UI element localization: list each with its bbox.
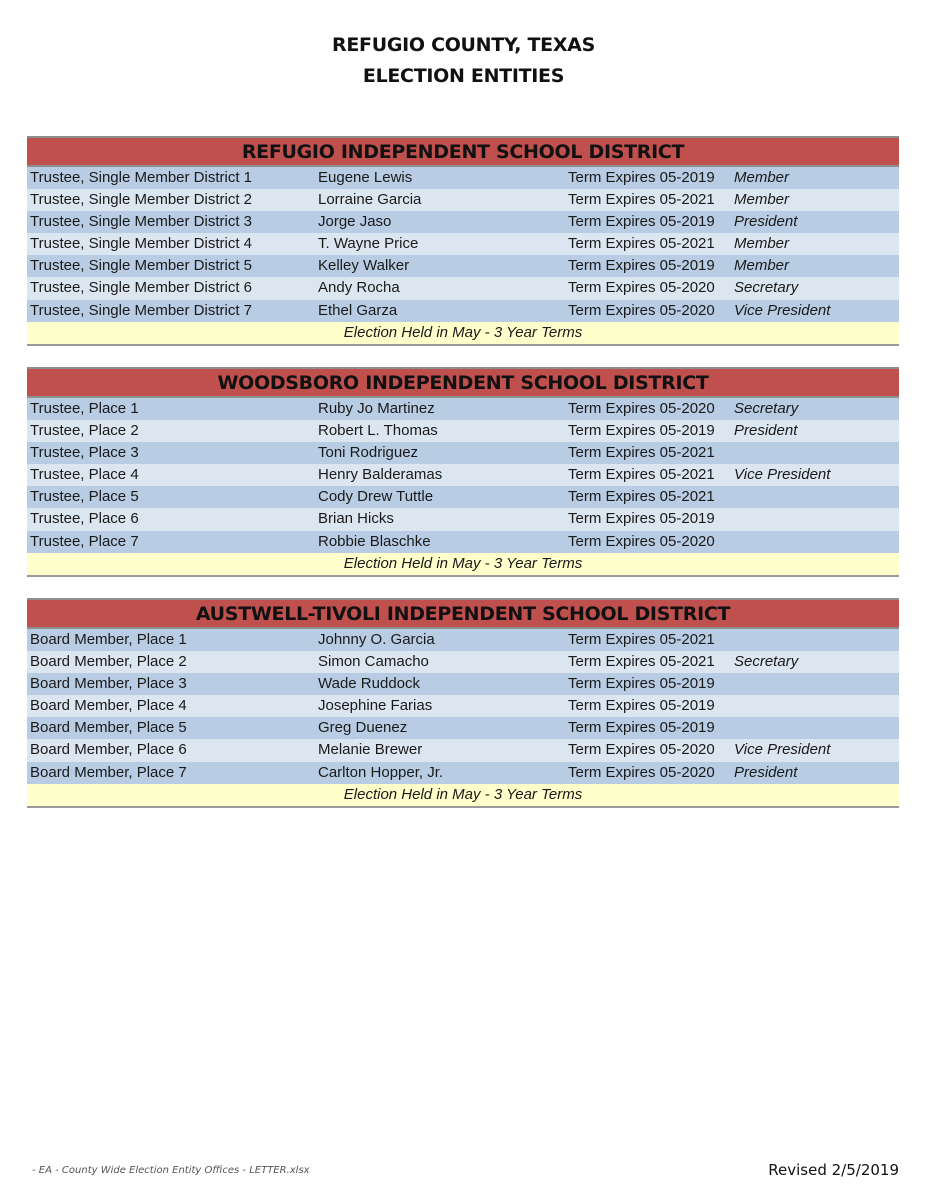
- table-row: [27, 464, 899, 486]
- term-cell: Term Expires 05-2019: [568, 169, 715, 186]
- position-cell: Board Member, Place 4: [30, 697, 187, 715]
- section-title: WOODSBORO INDEPENDENT SCHOOL DISTRICT: [27, 367, 899, 398]
- term-cell: Term Expires 05-2021: [568, 488, 715, 506]
- name-cell: Lorraine Garcia: [318, 191, 422, 209]
- position-cell: Board Member, Place 5: [30, 719, 187, 737]
- role-cell: Member: [734, 169, 790, 186]
- position-cell: Trustee, Place 1: [30, 400, 139, 417]
- section-title: AUSTWELL-TIVOLI INDEPENDENT SCHOOL DISTRICT: [27, 598, 899, 629]
- name-cell: Simon Camacho: [318, 653, 429, 671]
- position-cell: Trustee, Single Member District 7: [30, 301, 253, 319]
- table-row: [27, 651, 899, 673]
- name-cell: Eugene Lewis: [318, 169, 413, 186]
- source-filename: - EA - County Wide Election Entity Offices - LETTER.xlsx: [32, 1165, 310, 1176]
- page-title: REFUGIO COUNTY, TEXAS: [332, 34, 595, 56]
- name-cell: Greg Duenez: [318, 719, 408, 737]
- name-cell: Robert L. Thomas: [318, 422, 438, 440]
- section-rows: [27, 629, 899, 784]
- table-row: [27, 673, 899, 695]
- table-row: [27, 255, 899, 277]
- table-row: [27, 508, 899, 530]
- name-cell: Josephine Farias: [318, 697, 433, 715]
- revised-date: Revised 2/5/2019: [768, 1161, 899, 1179]
- role-cell: Member: [734, 235, 790, 253]
- role-cell: Vice President: [734, 301, 831, 319]
- position-cell: Board Member, Place 6: [30, 741, 187, 759]
- term-cell: Term Expires 05-2020: [568, 532, 715, 550]
- position-cell: Trustee, Place 3: [30, 444, 139, 462]
- term-cell: Term Expires 05-2019: [568, 697, 715, 715]
- table-row: [27, 695, 899, 717]
- page-subtitle: ELECTION ENTITIES: [362, 65, 565, 87]
- position-cell: Trustee, Single Member District 3: [30, 213, 253, 231]
- position-cell: Trustee, Single Member District 2: [30, 191, 253, 209]
- position-cell: Trustee, Single Member District 4: [30, 235, 253, 253]
- term-cell: Term Expires 05-2019: [568, 422, 715, 440]
- position-cell: Board Member, Place 3: [30, 675, 187, 693]
- name-cell: Henry Balderamas: [318, 466, 443, 484]
- table-row: [27, 398, 899, 420]
- role-cell: Secretary: [734, 400, 799, 417]
- table-row: [27, 717, 899, 739]
- name-cell: Ethel Garza: [318, 301, 398, 319]
- role-cell: President: [734, 422, 798, 440]
- role-cell: Secretary: [734, 279, 799, 297]
- position-cell: Trustee, Place 4: [30, 466, 139, 484]
- name-cell: Robbie Blaschke: [318, 532, 431, 550]
- name-cell: Wade Ruddock: [318, 675, 420, 693]
- term-cell: Term Expires 05-2021: [568, 444, 715, 462]
- name-cell: Johnny O. Garcia: [318, 631, 435, 648]
- term-cell: Term Expires 05-2020: [568, 301, 715, 319]
- position-cell: Trustee, Single Member District 6: [30, 279, 253, 297]
- term-cell: Term Expires 05-2020: [568, 279, 715, 297]
- role-cell: Vice President: [734, 741, 831, 759]
- section-rows: [27, 167, 899, 322]
- table-row: [27, 211, 899, 233]
- position-cell: Trustee, Single Member District 1: [30, 169, 253, 186]
- table-row: [27, 486, 899, 508]
- term-cell: Term Expires 05-2019: [568, 675, 715, 693]
- position-cell: Board Member, Place 2: [30, 653, 187, 671]
- role-cell: President: [734, 213, 798, 231]
- position-cell: Trustee, Place 2: [30, 422, 139, 440]
- term-cell: Term Expires 05-2021: [568, 466, 715, 484]
- election-note: Election Held in May - 3 Year Terms: [27, 784, 899, 808]
- name-cell: Carlton Hopper, Jr.: [318, 763, 444, 781]
- section-title: REFUGIO INDEPENDENT SCHOOL DISTRICT: [27, 136, 899, 167]
- section-austwell-tivoli-isd: [27, 598, 899, 808]
- table-row: [27, 167, 899, 189]
- position-cell: Trustee, Place 7: [30, 532, 139, 550]
- name-cell: Jorge Jaso: [318, 213, 392, 231]
- table-row: [27, 629, 899, 651]
- name-cell: Andy Rocha: [318, 279, 400, 297]
- name-cell: Brian Hicks: [318, 510, 394, 528]
- role-cell: President: [734, 763, 798, 781]
- position-cell: Trustee, Single Member District 5: [30, 257, 253, 275]
- section-woodsboro-isd: [27, 367, 899, 577]
- term-cell: Term Expires 05-2020: [568, 400, 715, 417]
- term-cell: Term Expires 05-2020: [568, 741, 715, 759]
- term-cell: Term Expires 05-2019: [568, 213, 715, 231]
- table-row: [27, 739, 899, 761]
- term-cell: Term Expires 05-2020: [568, 763, 715, 781]
- position-cell: Trustee, Place 6: [30, 510, 139, 528]
- name-cell: Cody Drew Tuttle: [318, 488, 434, 506]
- table-row: [27, 277, 899, 299]
- name-cell: Melanie Brewer: [318, 741, 423, 759]
- election-note: Election Held in May - 3 Year Terms: [27, 322, 899, 346]
- section-rows: [27, 398, 899, 553]
- section-refugio-isd: [27, 136, 899, 346]
- term-cell: Term Expires 05-2021: [568, 191, 715, 209]
- role-cell: Vice President: [734, 466, 831, 484]
- term-cell: Term Expires 05-2019: [568, 719, 715, 737]
- name-cell: Kelley Walker: [318, 257, 410, 275]
- table-row: [27, 233, 899, 255]
- term-cell: Term Expires 05-2021: [568, 631, 715, 648]
- table-row: [27, 531, 899, 553]
- table-row: [27, 442, 899, 464]
- role-cell: Member: [734, 191, 790, 209]
- name-cell: Ruby Jo Martinez: [318, 400, 435, 417]
- name-cell: T. Wayne Price: [318, 235, 419, 253]
- table-row: [27, 189, 899, 211]
- position-cell: Trustee, Place 5: [30, 488, 139, 506]
- role-cell: Secretary: [734, 653, 799, 671]
- table-row: [27, 420, 899, 442]
- table-row: [27, 762, 899, 784]
- role-cell: Member: [734, 257, 790, 275]
- term-cell: Term Expires 05-2021: [568, 235, 715, 253]
- name-cell: Toni Rodriguez: [318, 444, 419, 462]
- term-cell: Term Expires 05-2019: [568, 510, 715, 528]
- term-cell: Term Expires 05-2021: [568, 653, 715, 671]
- position-cell: Board Member, Place 7: [30, 763, 187, 781]
- position-cell: Board Member, Place 1: [30, 631, 187, 648]
- election-note: Election Held in May - 3 Year Terms: [27, 553, 899, 577]
- term-cell: Term Expires 05-2019: [568, 257, 715, 275]
- table-row: [27, 300, 899, 322]
